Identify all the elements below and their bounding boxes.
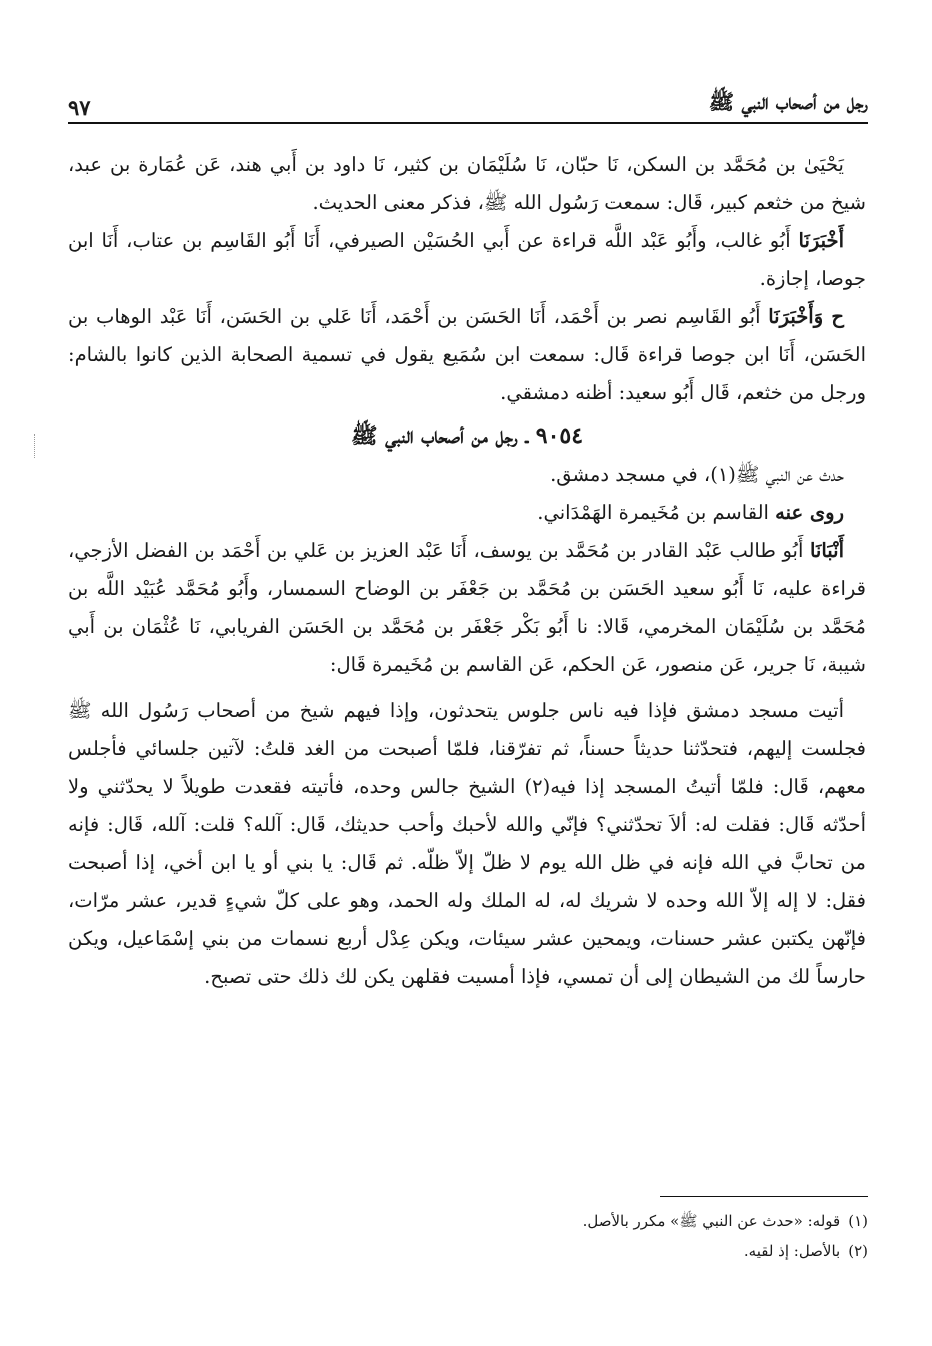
paragraph-text: يَحْيَىٰ بن مُحَمَّد بن السكن، نَا حبّان، نَا سُلَيْمَان بن كثير، نَا داود بن أَبي هند، عَن عُمَارة بن عبد، شيخ من خثعم كبير، قَال: سمعت رَسُول الله ﷺ، فذكر معنى الحديث.: [68, 153, 866, 214]
isnad-paragraph: [68, 532, 866, 684]
paragraph-text: أَبُو القَاسِم نصر بن أَحْمَد، أَنَا الحَسَن بن أَحْمَد، أَنَا عَلي بن الحَسَن، أَنَا عَبْد الوهاب بن الحَسَن، أَنَا ابن جوصا قراءة قَال: سمعت ابن سُمَيع يقول في تسمية الصحابة الذين كانوا بالشام: ورجل من خثعم، قَال أَبُو سعيد: أظنه دمشقي.: [68, 305, 866, 404]
isnad-lead: أَنْبَانَا: [809, 539, 844, 562]
paragraph-lead: ح وَأَخْبَرَنَا: [768, 305, 844, 328]
paragraph: [68, 298, 866, 412]
paragraph-lead: أَخْبَرَنَا: [798, 229, 844, 252]
rawi-text: القاسم بن مُخَيمرة الهَمْدَاني.: [537, 501, 776, 524]
page-header: [68, 80, 868, 120]
footnote: [300, 1206, 868, 1236]
footnote: [300, 1236, 868, 1266]
matn-paragraph: أتيت مسجد دمشق فإذا فيه ناس جلوس يتحدثون، وإذا فيهم شيخ من أصحاب رَسُول الله ﷺ فجلست إليهم، فتحدّثنا حديثاً حسناً، ثم تفرّقنا، فلمّا أصبحت من الغد قلتُ: لآتين جلسائي فأجلس معهم، قَال: فلمّا أتيتُ المسجد إذا فيه(٢) الشيخ جالس وحده، فأتيته فقعدت طويلاً لا يحدّثني ولا أحدّثه قَال: فقلت له: ألاَ تحدّثني؟ فإنّي والله لأحبك وأحب حديثك، قَال: آلله؟ قلت: آلله، قَال: فإنه من تحابَّ في الله فإنه في ظل الله يوم لا ظلّ إلاّ ظلّه. ثم قَال: يا بني أو يا ابن أخي، إذا أصبحت فقل: لا إله إلاّ الله وحده لا شريك له، له الملك وله الحمد، وهو على كلّ شيءٍ قدير، عشر مرّات، فإنّهن يكتبن عشر حسنات، ويمحين عشر سيئات، ويكن عِدْل أربع نسمات من بني إسْمَاعيل، ويكن حارساً لك من الشيطان إلى أن تمسي، فإذا أمسيت فقلهن يكن لك ذلك حتى تصبح.: [68, 699, 866, 988]
page-number: ٩٧: [68, 95, 91, 120]
isnad-text: أَبُو طالب عَبْد القادر بن مُحَمَّد بن يوسف، أَنَا عَبْد العزيز بن عَلي بن أَحْمَد بن الفضل الأزجي، قراءة عليه، نَا أَبُو سعيد الحَسَن بن مُحَمَّد بن جَعْفَر بن الوضاح السمسار، وأَبُو مُحَمَّد عُبَيْد اللَّه بن مُحَمَّد بن سُلَيْمَان المخرمي، قَالا: نا أَبُو بَكْر جَعْفَر بن مُحَمَّد بن الحَسَن الفريابي، نَا عُثْمَان بن أَبي شيبة، نَا جرير، عَن منصور، عَن الحكم، عَن القاسم بن مُخَيمرة قَال:: [68, 539, 866, 676]
footnote-number: (١): [848, 1212, 868, 1230]
footnote-text: قوله: «حدث عن النبي ﷺ» مكرر بالأصل.: [582, 1212, 841, 1230]
section-heading: ٩٠٥٤ ـ رجل من أصحاب النبي ﷺ: [350, 423, 584, 449]
body-text: [68, 146, 866, 996]
paragraph: [68, 222, 866, 298]
margin-mark: [34, 434, 35, 458]
running-title: رجل من أصحاب النبي ﷺ: [708, 89, 868, 114]
rawi-lead: روى عنه: [775, 501, 844, 524]
paragraph: [68, 146, 866, 222]
footnotes: [300, 1206, 868, 1266]
paragraph-text: أَبُو غالب، وأَبُو عَبْد اللَّه قراءة عن أَبي الحُسَيْن الصيرفي، أَنَا أَبُو القَاسِم بن عتاب، أَنَا ابن جوصا، إجازة.: [68, 229, 866, 290]
rawi-line: [68, 494, 866, 532]
footnote-rule: [660, 1196, 868, 1197]
header-rule: [68, 122, 868, 124]
footnote-text: بالأصل: إذ لقيه.: [743, 1242, 841, 1260]
footnote-number: (٢): [848, 1242, 868, 1260]
section-intro: حدث عن النبي ﷺ(١)، في مسجد دمشق.: [550, 463, 844, 486]
